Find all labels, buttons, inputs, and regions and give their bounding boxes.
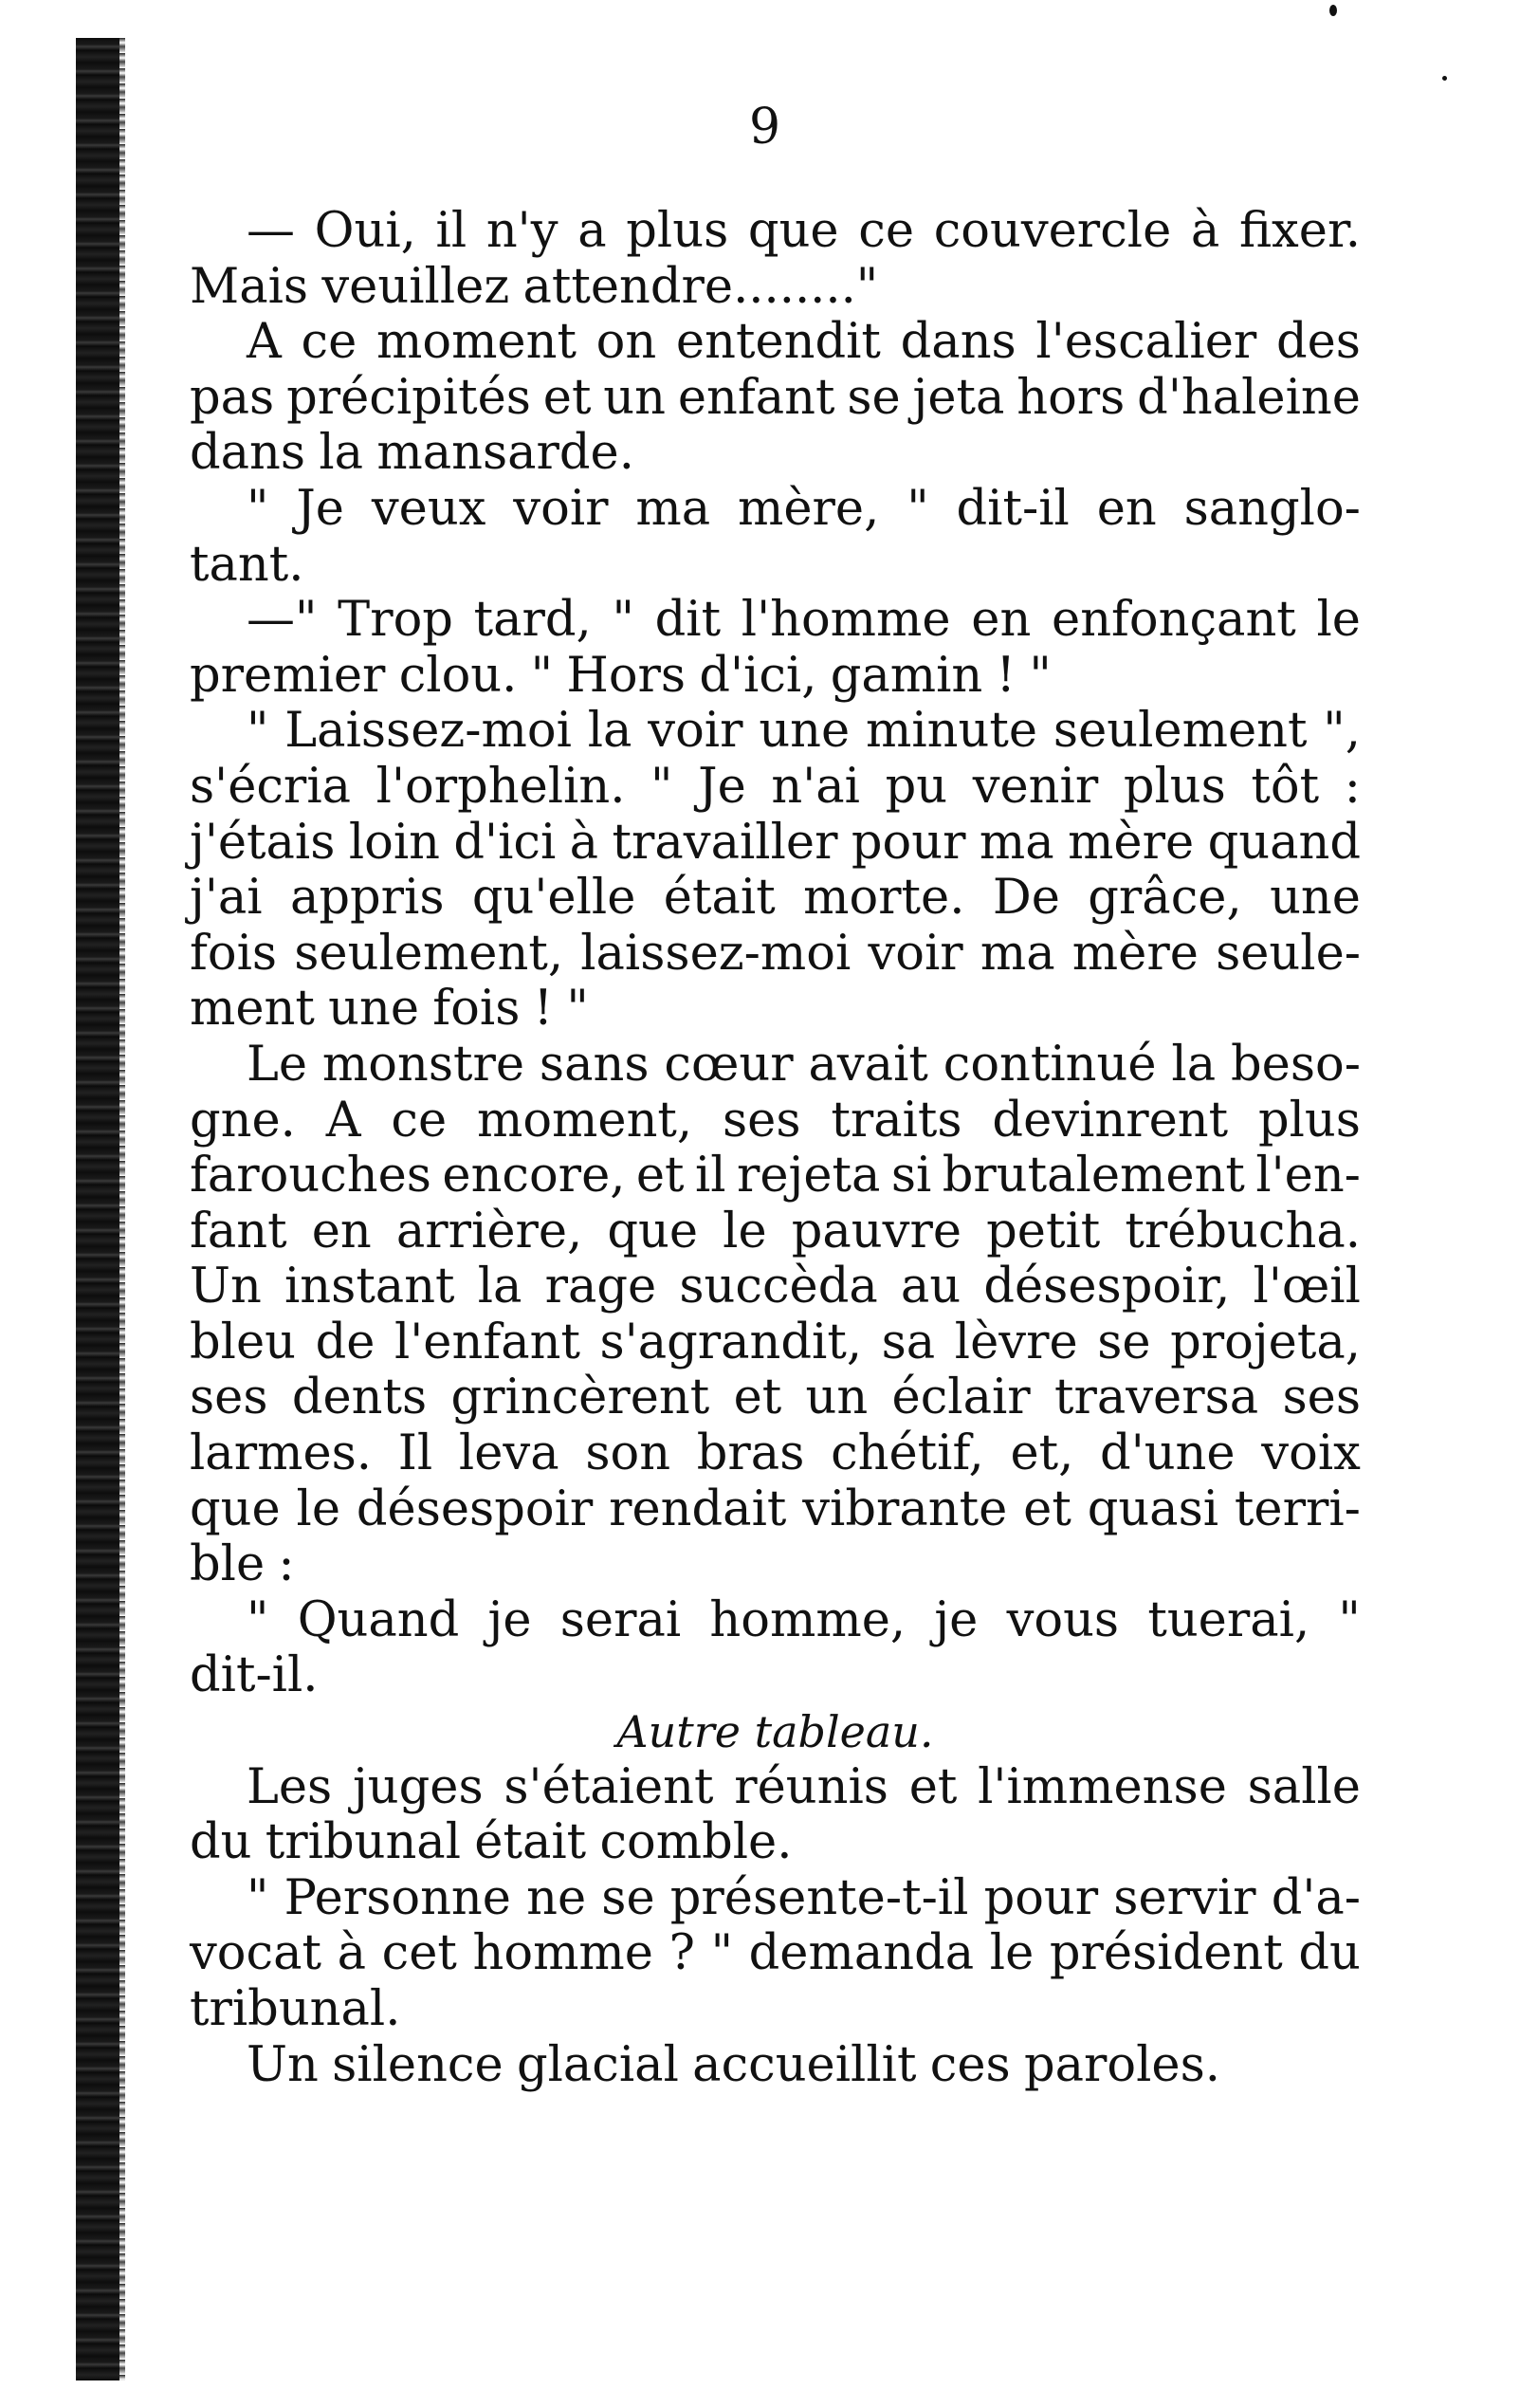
text-line: " Laissez-moi la voir une minute seulement ",: [247, 703, 1361, 760]
text-line: bleu de l'enfant s'agrandit, sa lèvre se projeta,: [190, 1314, 1361, 1370]
text-line: " Personne ne se présente-t-il pour servir d'a-: [247, 1869, 1361, 1926]
text-line: s'écria l'orphelin. " Je n'ai pu venir plus tôt :: [190, 758, 1361, 815]
text-line: fois seulement, laissez-moi voir ma mère seule-: [190, 925, 1361, 982]
text-line: — Oui, il n'y a plus que ce couvercle à fixer.: [247, 203, 1361, 259]
text-line: Autre tableau.: [616, 1706, 934, 1758]
scan-speck: [1329, 5, 1337, 16]
text-line: —" Trop tard, " dit l'homme en enfonçant le: [247, 592, 1361, 649]
text-line: Mais veuillez attendre........": [190, 258, 879, 315]
text-line: vocat à cet homme ? " demanda le président du: [190, 1925, 1361, 1982]
text-line: Un instant la rage succèda au désespoir, l'œil: [190, 1259, 1361, 1315]
text-line: " Quand je serai homme, je vous tuerai, ": [247, 1591, 1361, 1648]
text-line: ment une fois ! ": [190, 981, 589, 1038]
text-line: dit-il.: [190, 1647, 319, 1704]
scan-speck: [1442, 76, 1447, 81]
text-line: tribunal.: [190, 1981, 401, 2037]
text-line: premier clou. " Hors d'ici, gamin ! ": [190, 647, 1052, 704]
text-line: Le monstre sans cœur avait continué la beso-: [247, 1036, 1361, 1093]
text-line: gne. A ce moment, ses traits devinrent plus: [190, 1092, 1361, 1149]
text-line: j'ai appris qu'elle était morte. De grâce, une: [190, 870, 1361, 927]
text-line: que le désespoir rendait vibrante et quasi terri-: [190, 1480, 1361, 1537]
binding-edge: [76, 38, 119, 2380]
text-line: Les juges s'étaient réunis et l'immense salle: [247, 1758, 1361, 1815]
text-line: j'étais loin d'ici à travailler pour ma mère quand: [190, 814, 1361, 871]
text-line: A ce moment on entendit dans l'escalier des: [247, 314, 1361, 371]
page-number: 9: [749, 99, 781, 156]
text-line: du tribunal était comble.: [190, 1814, 793, 1871]
text-line: tant.: [190, 536, 304, 593]
text-line: fant en arrière, que le pauvre petit trébucha.: [190, 1203, 1361, 1259]
text-line: dans la mansarde.: [190, 425, 634, 482]
text-line: pas précipités et un enfant se jeta hors d'haleine: [190, 369, 1361, 426]
text-line: ses dents grincèrent et un éclair traversa ses: [190, 1369, 1361, 1426]
text-line: Un silence glacial accueillit ces paroles.: [247, 2036, 1220, 2093]
text-line: larmes. Il leva son bras chétif, et, d'une voix: [190, 1425, 1361, 1482]
text-line: " Je veux voir ma mère, " dit-il en sanglo-: [247, 480, 1361, 537]
text-line: farouches encore, et il rejeta si brutalement l'en-: [190, 1148, 1361, 1204]
text-line: ble :: [190, 1536, 295, 1593]
page-text: [190, 204, 1361, 2093]
